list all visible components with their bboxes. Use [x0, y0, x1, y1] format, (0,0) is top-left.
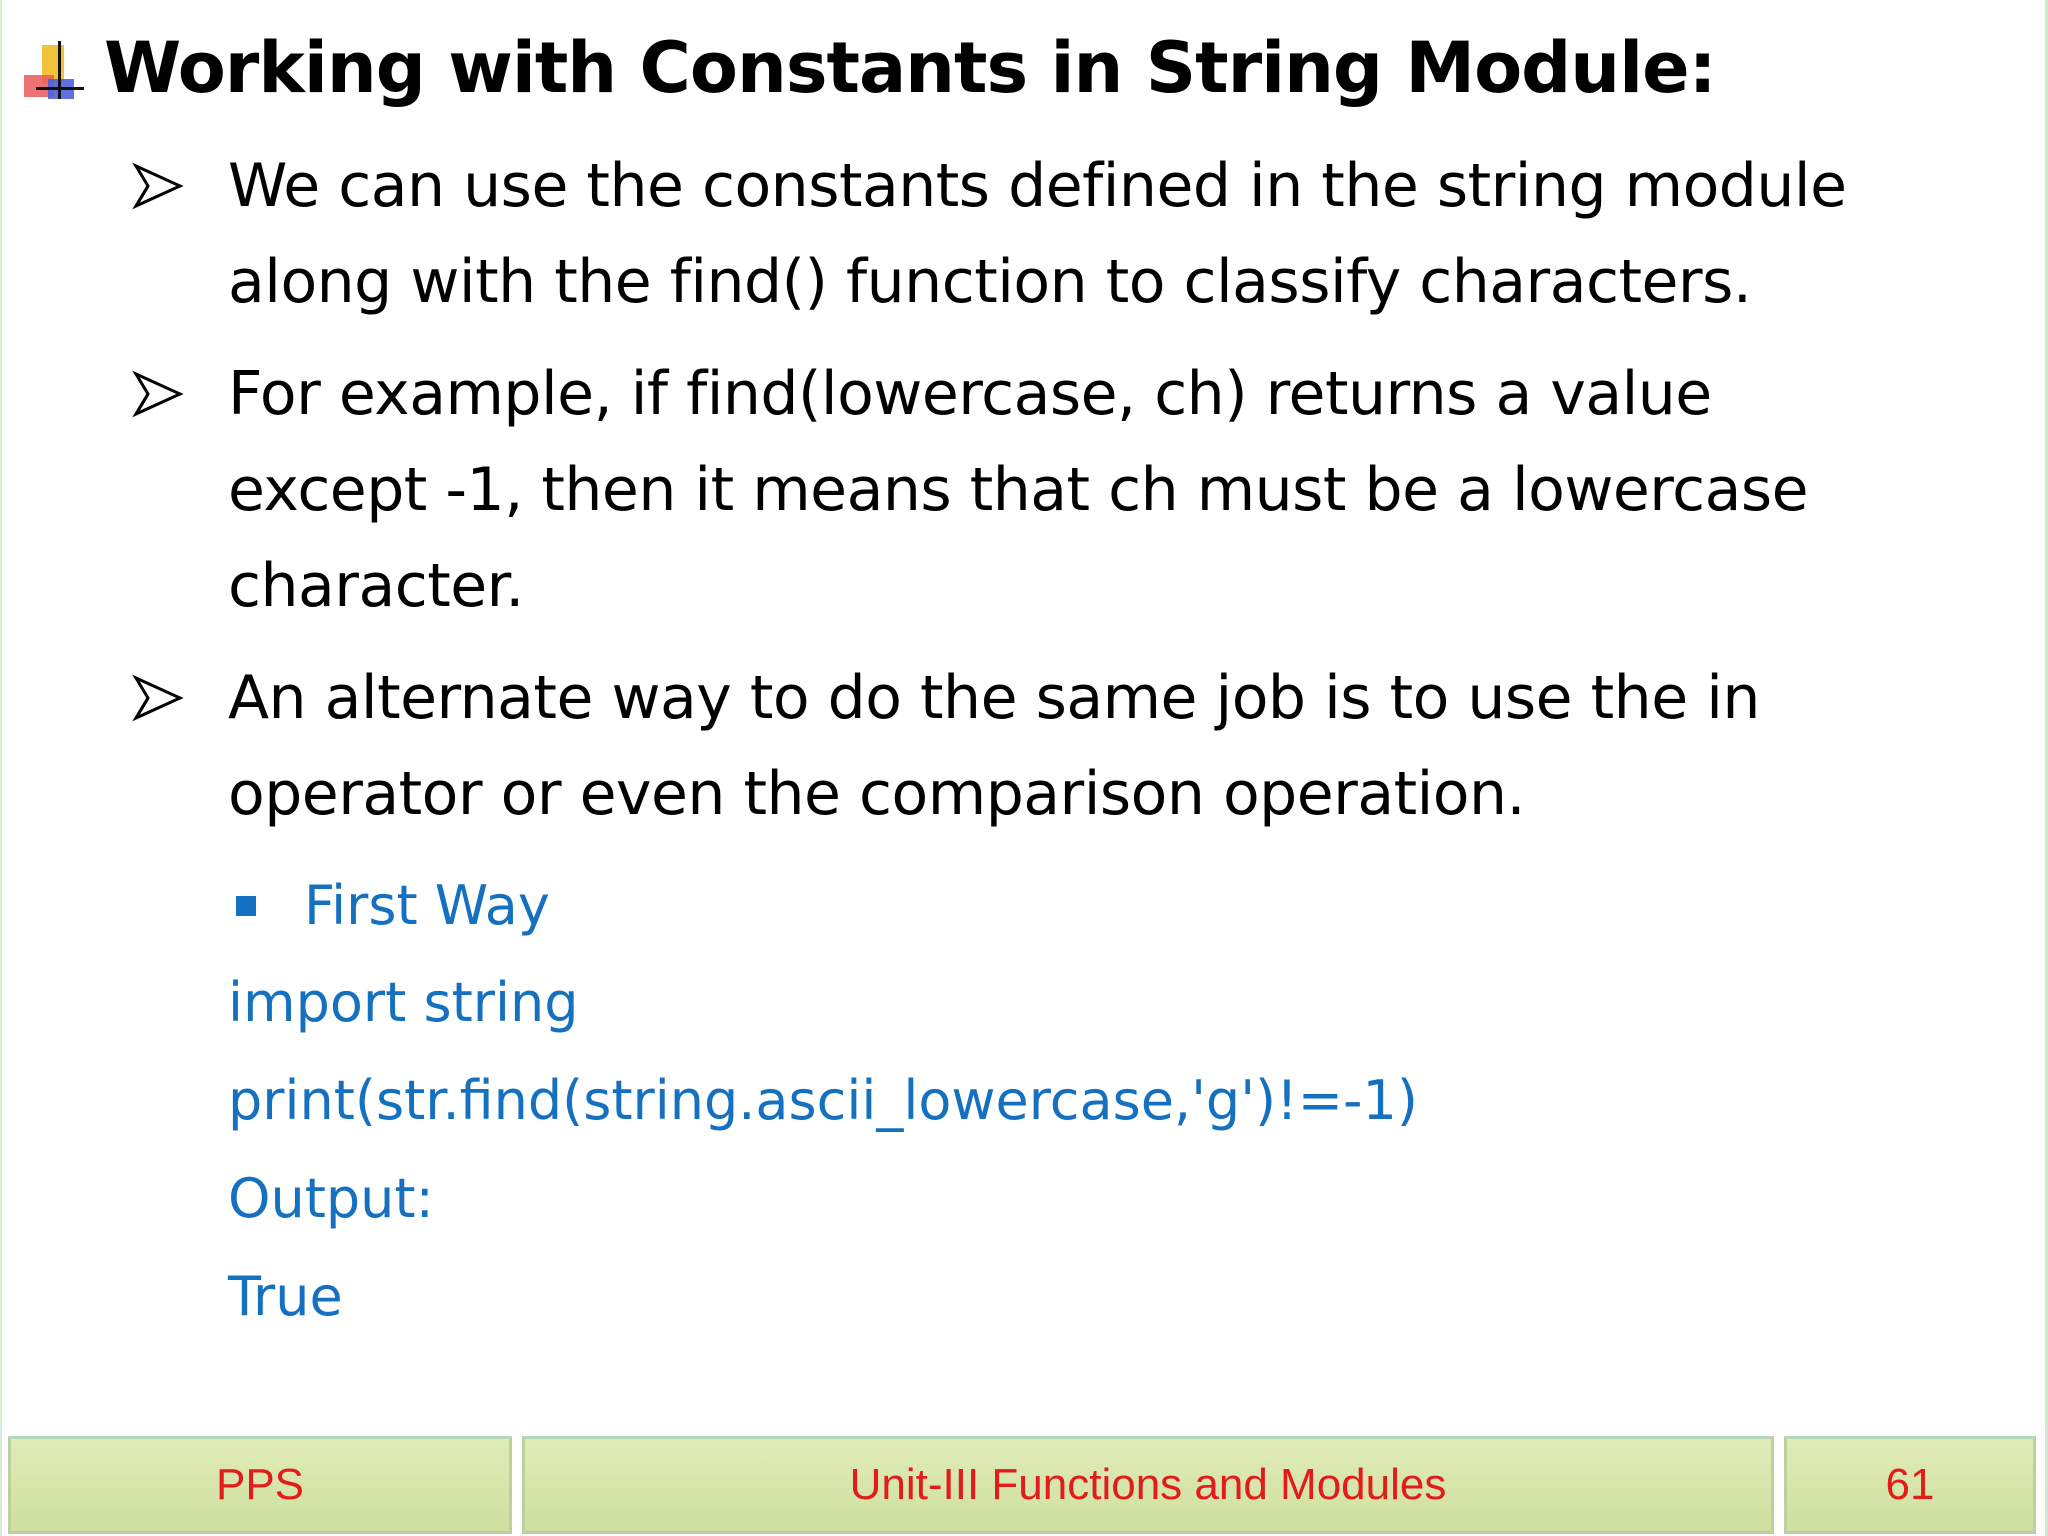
arrow-bullet-icon — [130, 670, 186, 726]
slide-footer — [8, 1436, 2042, 1536]
bullet-line: along with the find() function to classify characters. — [228, 247, 1752, 317]
bullet-item — [122, 346, 2022, 634]
slide-title: Working with Constants in String Module: — [104, 27, 1716, 109]
bullet-line: An alternate way to do the same job is to use the in — [228, 663, 1760, 733]
sub-bullet-item — [228, 858, 2022, 954]
square-bullet-icon — [236, 896, 256, 916]
code-line: print(str.find(string.ascii_lowercase,'g')!=-1) — [228, 1069, 1418, 1132]
title-bullet-icon — [20, 35, 86, 101]
sub-bullet-label: First Way — [304, 874, 550, 937]
bullet-line: operator or even the comparison operation. — [228, 759, 1526, 829]
bullet-item — [122, 650, 2022, 842]
footer-unit-title: Unit-III Functions and Modules — [522, 1436, 1774, 1534]
output-label: Output: — [228, 1167, 434, 1230]
footer-page-number: 61 — [1784, 1436, 2036, 1534]
bullet-line: We can use the constants defined in the string module — [228, 151, 1847, 221]
arrow-bullet-icon — [130, 158, 186, 214]
bullet-line: For example, if find(lowercase, ch) returns a value — [228, 359, 1712, 429]
output-value: True — [228, 1265, 343, 1328]
bullet-line: character. — [228, 551, 524, 621]
slide-content — [122, 138, 2022, 1346]
footer-course: PPS — [8, 1436, 512, 1534]
arrow-bullet-icon — [130, 366, 186, 422]
title-row — [20, 18, 1716, 118]
code-section — [122, 858, 2022, 1346]
bullet-line: except -1, then it means that ch must be a lowercase — [228, 455, 1809, 525]
code-line: import string — [228, 971, 579, 1034]
bullet-item — [122, 138, 2022, 330]
